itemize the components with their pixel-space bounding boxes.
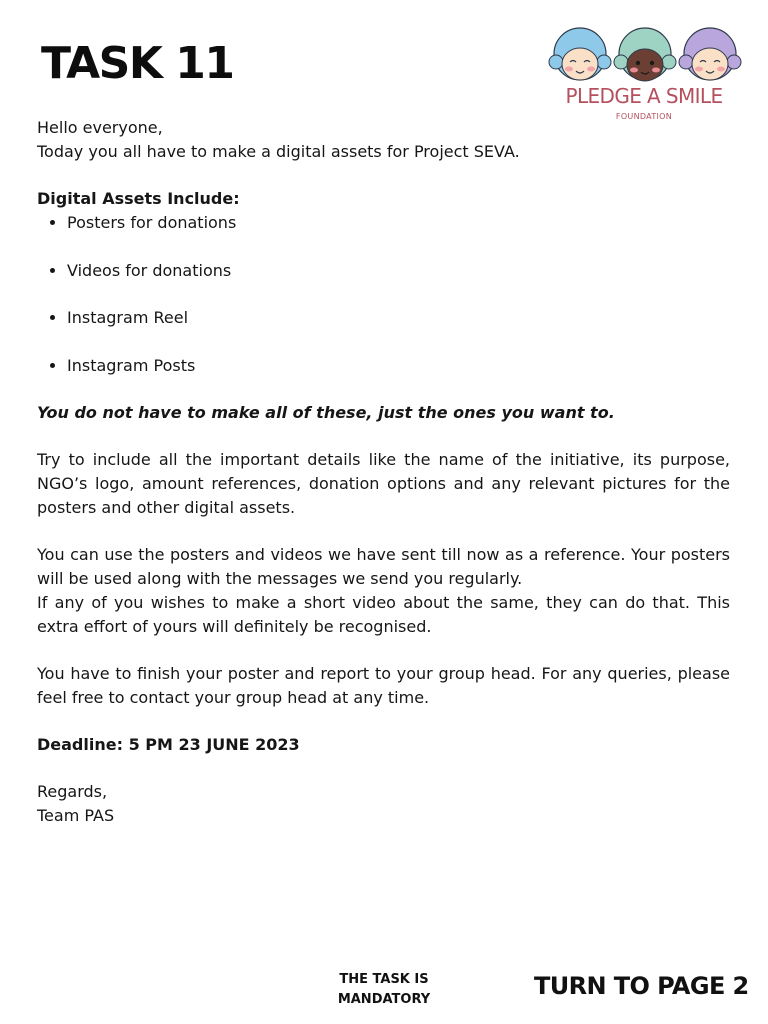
logo-faces-icon <box>544 26 744 86</box>
signature: Team PAS <box>37 805 115 825</box>
task-body <box>37 116 730 828</box>
mandatory-line-1: THE TASK IS <box>339 972 429 987</box>
turn-page-note: TURN TO PAGE 2 <box>534 972 749 1000</box>
reference-paragraph: You can use the posters and videos we have sent till now as a reference. Your posters will be used along with the messages we send you regularly. <box>37 544 730 588</box>
page-title: TASK 11 <box>41 38 234 89</box>
regards: Regards, <box>37 781 108 801</box>
intro-text: Today you all have to make a digital assets for Project SEVA. <box>37 142 520 161</box>
assets-list <box>37 211 730 378</box>
list-item: • Instagram Reel <box>67 306 730 330</box>
mandatory-notice <box>316 970 452 1010</box>
logo-name: PLEDGE A SMILE <box>565 84 723 108</box>
greeting: Hello everyone, <box>37 118 163 137</box>
list-item: • Posters for donations <box>67 211 730 235</box>
list-item: • Instagram Posts <box>67 354 730 378</box>
assets-heading: Digital Assets Include: <box>37 189 240 208</box>
video-paragraph: If any of you wishes to make a short video about the same, they can do that. This extra effort of yours will definitely be recognised. <box>37 592 730 636</box>
finish-paragraph: You have to finish your poster and report to your group head. For any queries, please feel free to contact your group head at any time. <box>37 663 730 707</box>
deadline: Deadline: 5 PM 23 JUNE 2023 <box>37 734 300 754</box>
pledge-a-smile-logo <box>544 26 744 126</box>
logo-subtitle: FOUNDATION <box>615 112 673 121</box>
mandatory-line-2: MANDATORY <box>337 992 431 1007</box>
list-item: • Videos for donations <box>67 259 730 283</box>
details-paragraph: Try to include all the important details like the name of the initiative, its purpose, NGO’s logo, amount references, donation options and any relevant pictures for the posters and other digital assets. <box>37 449 730 517</box>
optional-note: You do not have to make all of these, just the ones you want to. <box>37 402 615 422</box>
